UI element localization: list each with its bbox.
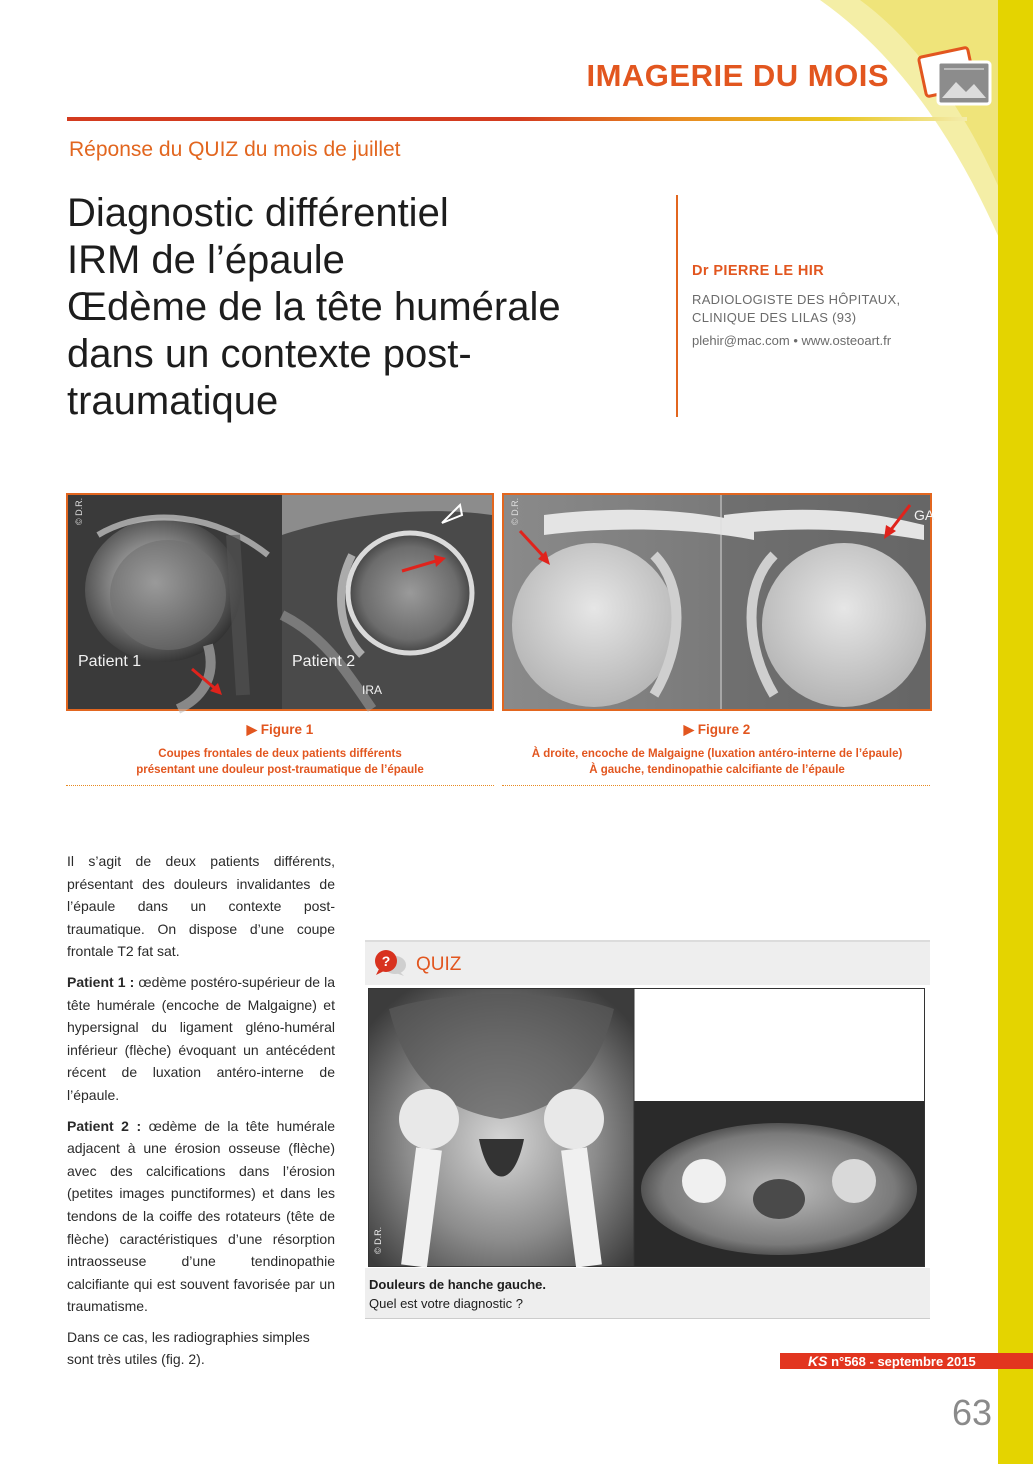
image-credit: © D.R. <box>74 497 84 525</box>
title-line: dans un contexte post- <box>67 332 472 376</box>
author-affiliation: CLINIQUE DES LILAS (93) <box>692 310 857 325</box>
kicker: Réponse du QUIZ du mois de juillet <box>69 138 401 161</box>
quiz-label: QUIZ <box>416 954 462 975</box>
title-line: Diagnostic différentiel <box>67 191 449 235</box>
patient-1-label: Patient 1 <box>78 653 142 670</box>
svg-text:?: ? <box>381 953 391 969</box>
figure-1-label: ▶ Figure 1 <box>246 722 314 737</box>
quiz-question: Quel est votre diagnostic ? <box>369 1296 523 1311</box>
caption-line: À gauche, tendinopathie calcifiante de l’épaule <box>589 764 845 776</box>
title-line: Œdème de la tête humérale <box>67 285 561 329</box>
header-rule <box>67 117 967 121</box>
body-paragraph: Il s’agit de deux patients différents, présentant des douleurs invalidantes de l’épaule dans un contexte post-traumatique. On dispose d’une coupe frontale T2 fat sat. <box>67 853 335 960</box>
red-arrow-icon <box>882 503 912 541</box>
body-paragraph: Dans ce cas, les radiographies simples sont très utiles (fig. 2). <box>67 1328 310 1368</box>
quiz-caption-box <box>365 1268 930 1319</box>
figure-2-label: ▶ Figure 2 <box>683 722 751 737</box>
patient-2-heading: Patient 2 : <box>67 1117 142 1134</box>
article-title <box>67 190 657 425</box>
figure-1-image <box>66 493 494 711</box>
issue-info <box>808 1353 976 1370</box>
question-bubble-icon <box>373 949 407 977</box>
quiz-mri-image <box>368 988 925 1267</box>
caption-divider <box>66 785 494 786</box>
mri-patient-2 <box>282 495 492 709</box>
image-gallery-icon <box>918 46 992 108</box>
arrowhead-outline-icon <box>440 503 464 525</box>
image-annotation: GA <box>914 507 935 523</box>
author-contact: plehir@mac.com • www.osteoart.fr <box>692 333 892 348</box>
page-number: 63 <box>952 1392 993 1433</box>
right-color-bar <box>998 0 1033 1464</box>
caption-line: À droite, encoche de Malgaigne (luxation antéro-interne de l’épaule) <box>531 748 903 760</box>
author-name: Dr PIERRE LE HIR <box>692 263 825 279</box>
mri-patient-1 <box>68 495 282 709</box>
figure-2-caption <box>502 746 932 778</box>
image-credit: © D.R. <box>373 1226 383 1254</box>
image-credit: © D.R. <box>510 497 520 525</box>
radiograph-shoulders <box>504 495 930 709</box>
paragraph-text: œdème postéro-supérieur de la tête humérale (encoche de Malgaigne) et hypersignal du ligament gléno-huméral inférieur (flèche) évoquant un antécédent récent de luxation antéro-interne de l’épaule. <box>67 973 335 1103</box>
image-annotation: IRA <box>362 683 383 697</box>
body-paragraph <box>67 971 335 1107</box>
caption-line: présentant une douleur post-traumatique de l’épaule <box>136 764 424 776</box>
red-arrow-icon <box>188 665 228 699</box>
body-paragraph <box>67 1115 335 1318</box>
section-title: IMAGERIE DU MOIS <box>586 58 889 93</box>
figure-1-caption <box>66 746 494 778</box>
red-arrow-icon <box>518 529 554 567</box>
article-body <box>67 850 335 1379</box>
patient-1-heading: Patient 1 : <box>67 973 135 990</box>
paragraph-text: œdème de la tête humérale adjacent à une érosion osseuse (flèche) avec des calcifications dans l’érosion (petites images punctiformes) et dans les tendons de la coiffe des rotateurs (tête de flèche) caractéristiques d’une résorption intraosseuse d’une tendinopathie calcifiante qui est souvent favorisée par un traumatisme. <box>67 1117 335 1315</box>
title-line: IRM de l’épaule <box>67 238 345 282</box>
caption-divider <box>502 785 930 786</box>
figure-2-image <box>502 493 935 711</box>
issue-text: n°568 - septembre 2015 <box>827 1354 976 1369</box>
title-line: traumatique <box>67 379 279 423</box>
journal-abbrev: KS <box>808 1353 828 1369</box>
author-affiliation: RADIOLOGISTE DES HÔPITAUX, <box>692 292 901 307</box>
caption-line: Coupes frontales de deux patients différents <box>158 748 402 760</box>
mri-pelvis <box>369 989 924 1266</box>
byline-divider <box>676 195 678 417</box>
red-arrow-icon <box>400 555 448 575</box>
quiz-caption-title: Douleurs de hanche gauche. <box>369 1277 546 1292</box>
patient-2-label: Patient 2 <box>292 653 356 670</box>
